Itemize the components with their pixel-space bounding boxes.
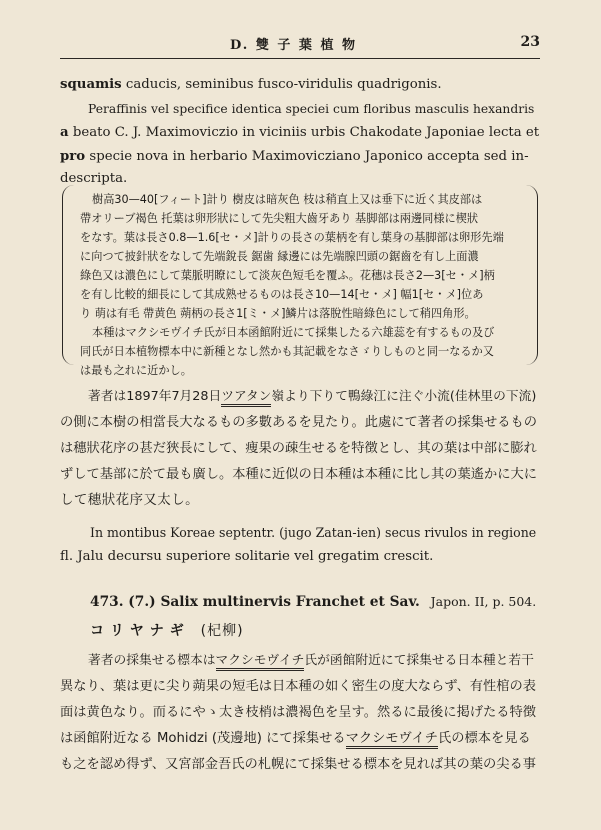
paragraph-line: して穗狀花序又太し。: [60, 492, 199, 508]
description-line: 帶オリーブ褐色 托葉は卵形狀にして先尖粗大齒牙あり 基脚部は兩邊同様に楔狀: [80, 212, 479, 225]
underlined-person-name: マクシモヴイチ: [346, 731, 438, 749]
species-name: Salix multinervis Franchet et Sav.: [160, 594, 420, 610]
underlined-place-name: ツアタン: [221, 389, 271, 407]
latin-line-3: a beato C. J. Maximoviczio in viciniis urbis Chakodate Japoniae lecta et: [60, 125, 540, 140]
paragraph-line: 異なり、葉は更に尖り蒴果の短毛は日本種の如く密生の度大ならず、有性棺の表: [60, 679, 536, 694]
description-line: り 萌は有毛 帶黄色 蒴柄の長さ1[ミ・メ]鱗片は落脫性暗綠色にして稍四角形。: [80, 307, 476, 320]
latin-line-1: squamis caducis, seminibus fusco-viridulis quadrigonis.: [60, 77, 442, 92]
description-line: 同氏が日本植物標本中に新種となし然かも其記載をなさゞりしものと同一なるか又: [80, 345, 494, 358]
description-line: 本種はマクシモヴイチ氏が日本函館附近にて採集したる六雄蕊を有するもの及び: [92, 326, 495, 339]
running-header: [60, 34, 540, 54]
page-number: 23: [520, 34, 540, 50]
description-line: 綠色又は濃色にして葉脈明瞭にして淡灰色短毛を覆ふ。花穗は長さ2—3[セ・メ]柄: [80, 269, 495, 282]
description-line: は最も之れに近かし。: [80, 364, 192, 377]
latin-line-2: Peraffinis vel specifice identica speciei cum floribus masculis hexandris: [88, 102, 535, 116]
latin-line-5: descripta.: [60, 171, 128, 186]
running-title: D. 雙 子 葉 植 物: [230, 38, 357, 53]
paragraph-line: 著者の採集せる標本はマクシモヴイチ氏が函館附近にて採集せる日本種と若干: [88, 648, 534, 673]
paragraph-line: は穗狀花序の甚だ狹長にして、痩果の疎生せるを特徴とし、其の葉は中部に膨れ: [60, 441, 537, 456]
entry-number: 473. (7.): [90, 594, 156, 610]
description-line: に向つて披針狀をなして先端銳長 鋸歯 縁邊には先端腺凹頭の鋸齒を有し上面濃: [80, 250, 479, 263]
description-line: を有し比較的細長にして其成熟せるものは長さ10—14[セ・メ] 幅1[セ・メ]位あ: [80, 288, 484, 301]
paragraph-line: 面は黄色なり。而るにやゝ太き枝梢は濃褐色を呈す。然るに最後に掲げたる特徴: [60, 705, 536, 720]
paragraph-line: ずして基部に於て最も廣し。本種に近似の日本種は本種に比し其の葉遙かに大に: [60, 467, 538, 482]
latin-line-4: pro specie nova in herbario Maximoviczianο Japonico accepta sed in-: [60, 149, 529, 164]
description-line: をなす。葉は長さ0.8—1.6[セ・メ]計りの長さの葉柄を有し葉身の基脚部は卵形先端: [80, 231, 504, 244]
paragraph-line: は函館附近なる Mohidzi (茂邊地) にて採集せるマクシモヴイチ氏の標本を見る: [60, 726, 531, 751]
description-line: 樹高30—40[フィート]計り 樹皮は暗灰色 枝は稍直上又は垂下に近く其皮部は: [92, 193, 483, 206]
paragraph-line: の側に本樹の相當長大なるもの多數あるを見たり。此處にて著者の採集せるもの: [60, 415, 538, 430]
habitat-line-1: In montibus Koreae septentr. (jugo Zatan-ien) secus rivulos in regione: [90, 525, 537, 540]
header-rule: [60, 58, 540, 59]
common-name: コリヤナギ (杞柳): [90, 623, 244, 639]
species-entry-heading: [90, 594, 536, 610]
paragraph-line: 著者は1897年7月28日ツアタン嶺より下りて鴨綠江に注ぐ小流(佳林里の下流): [88, 384, 536, 409]
underlined-person-name: マクシモヴイチ: [216, 653, 305, 671]
habitat-line-2: fl. Jalu decursu superiore solitarie vel gregatim crescit.: [60, 549, 434, 564]
paragraph-line: も之を認め得ず、又宮部金吾氏の札幌にて採集せる標本を見れば其の葉の尖る事: [60, 757, 536, 772]
species-reference: Japon. II, p. 504.: [430, 594, 537, 609]
